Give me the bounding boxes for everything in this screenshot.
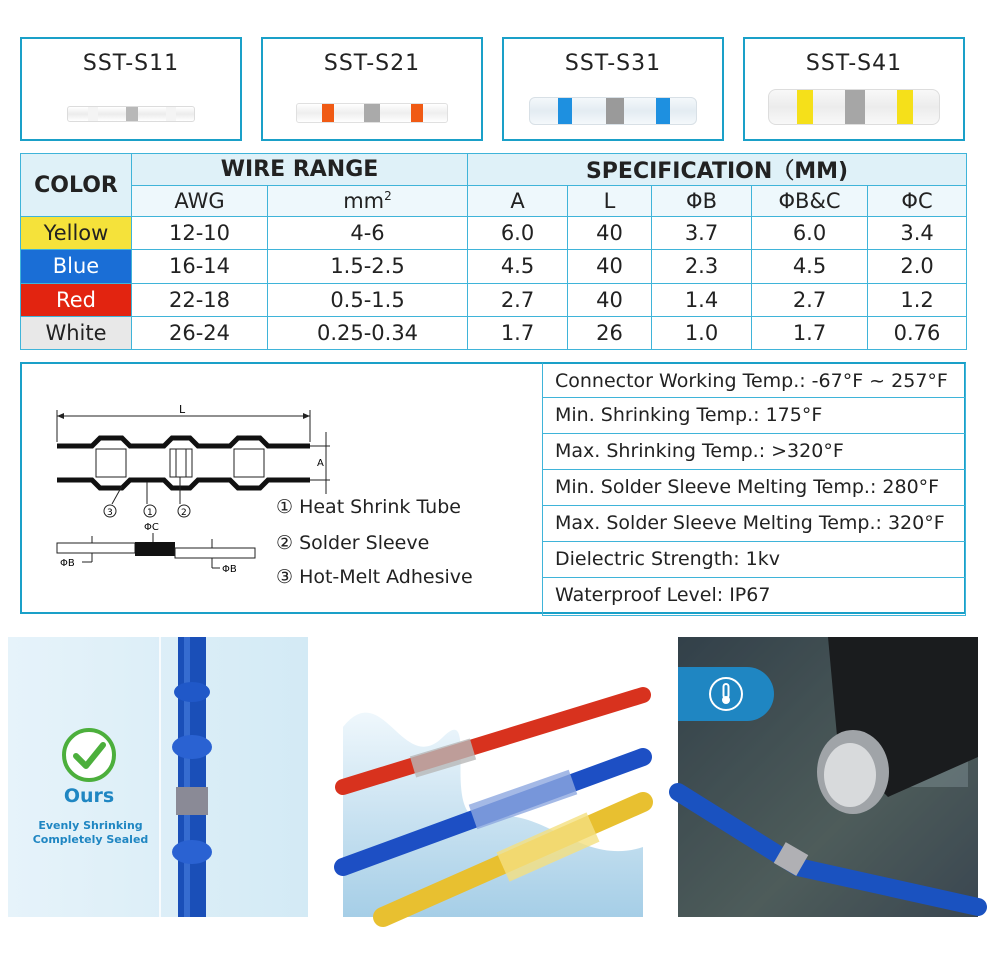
callout-2-label: 2: [181, 508, 187, 518]
awg-cell: 26-24: [132, 316, 268, 349]
spec-table: [20, 153, 967, 350]
a-cell: 2.7: [468, 283, 568, 316]
mm2-cell: 0.5-1.5: [268, 283, 468, 316]
l-cell: 40: [568, 283, 652, 316]
phi-b-header: ΦB: [652, 186, 752, 217]
phi-b-right-label: ΦB: [222, 564, 237, 575]
ours-caption-line-2: Completely Sealed: [32, 833, 149, 846]
color-cell: Red: [21, 283, 132, 316]
property-max-solder-melting: Max. Solder Sleeve Melting Temp.: 320°F: [542, 506, 966, 542]
phi-bc-cell: 4.5: [752, 250, 868, 283]
mm2-cell: 4-6: [268, 217, 468, 250]
color-cell: Blue: [21, 250, 132, 283]
property-max-shrinking-temp: Max. Shrinking Temp.: >320°F: [542, 434, 966, 470]
specification-header: SPECIFICATION（MM): [468, 154, 967, 186]
product-name: SST-S21: [323, 51, 421, 76]
callout-1-label: 1: [147, 508, 153, 518]
color-cell: White: [21, 316, 132, 349]
phi-b-cell: 1.0: [652, 316, 752, 349]
a-cell: 1.7: [468, 316, 568, 349]
connector-blue: [529, 97, 697, 125]
awg-cell: 22-18: [132, 283, 268, 316]
l-cell: 40: [568, 250, 652, 283]
product-name: SST-S41: [805, 51, 903, 76]
product-name: SST-S31: [564, 51, 662, 76]
waterproof-connectors-illustration: [343, 637, 643, 917]
properties-list: [542, 362, 966, 616]
phi-bc-cell: 6.0: [752, 217, 868, 250]
thermometer-icon-badge: [678, 667, 774, 721]
connector-yellow: [768, 89, 940, 125]
awg-cell: 16-14: [132, 250, 268, 283]
table-row: [21, 217, 967, 250]
table-row: [21, 283, 967, 316]
phi-c-label: ΦC: [144, 522, 159, 533]
product-card-s21: [261, 37, 483, 141]
check-circle-icon: [61, 727, 117, 783]
mm2-cell: 1.5-2.5: [268, 250, 468, 283]
mm2-header: $mm^2$: [268, 186, 468, 217]
phi-b-left-label: ΦB: [60, 558, 75, 569]
product-card-s31: [502, 37, 724, 141]
table-row: [21, 316, 967, 349]
ours-caption-line-1: Evenly Shrinking: [38, 819, 143, 832]
connector-cross-section-diagram: [52, 396, 324, 596]
property-min-shrinking-temp: Min. Shrinking Temp.: 175°F: [542, 398, 966, 434]
awg-cell: 12-10: [132, 217, 268, 250]
a-cell: 4.5: [468, 250, 568, 283]
phi-c-cell: 3.4: [868, 217, 967, 250]
dimension-l-label: L: [179, 403, 186, 416]
photo-waterproof: [343, 637, 643, 917]
table-row: [21, 250, 967, 283]
l-cell: 40: [568, 217, 652, 250]
property-min-solder-melting: Min. Solder Sleeve Melting Temp.: 280°F: [542, 470, 966, 506]
ours-label: Ours: [63, 785, 115, 807]
legend-solder-sleeve: ② Solder Sleeve: [276, 532, 430, 554]
phi-b-cell: 1.4: [652, 283, 752, 316]
phi-bc-cell: 1.7: [752, 316, 868, 349]
color-header: COLOR: [21, 154, 132, 217]
l-header: L: [568, 186, 652, 217]
blue-connector-illustration: [8, 637, 308, 917]
product-card-s11: [20, 37, 242, 141]
awg-header: AWG: [132, 186, 268, 217]
callout-3-label: 3: [107, 508, 113, 518]
thermometer-icon: [708, 676, 744, 712]
phi-bc-cell: 2.7: [752, 283, 868, 316]
product-card-s41: [743, 37, 965, 141]
a-header: A: [468, 186, 568, 217]
phi-b-cell: 2.3: [652, 250, 752, 283]
phi-bc-header: ΦB&C: [752, 186, 868, 217]
phi-c-cell: 2.0: [868, 250, 967, 283]
photo-ours: [8, 637, 308, 917]
phi-c-cell: 1.2: [868, 283, 967, 316]
legend-heat-shrink-tube: ① Heat Shrink Tube: [276, 496, 461, 518]
phi-c-cell: 0.76: [868, 316, 967, 349]
property-waterproof-level: Waterproof Level: IP67: [542, 578, 966, 616]
color-cell: Yellow: [21, 217, 132, 250]
product-name: SST-S11: [82, 51, 180, 76]
connector-white: [67, 106, 195, 122]
phi-c-header: ΦC: [868, 186, 967, 217]
legend-hot-melt-adhesive: ③ Hot-Melt Adhesive: [276, 566, 473, 588]
connector-red: [296, 103, 448, 123]
l-cell: 26: [568, 316, 652, 349]
mm2-cell: 0.25-0.34: [268, 316, 468, 349]
a-cell: 6.0: [468, 217, 568, 250]
property-working-temp: Connector Working Temp.: -67°F ~ 257°F: [542, 362, 966, 398]
property-dielectric-strength: Dielectric Strength: 1kv: [542, 542, 966, 578]
dimension-a-label: A: [317, 458, 324, 469]
photo-heat-gun: [678, 637, 978, 917]
phi-b-cell: 3.7: [652, 217, 752, 250]
wire-range-header: WIRE RANGE: [132, 154, 468, 186]
